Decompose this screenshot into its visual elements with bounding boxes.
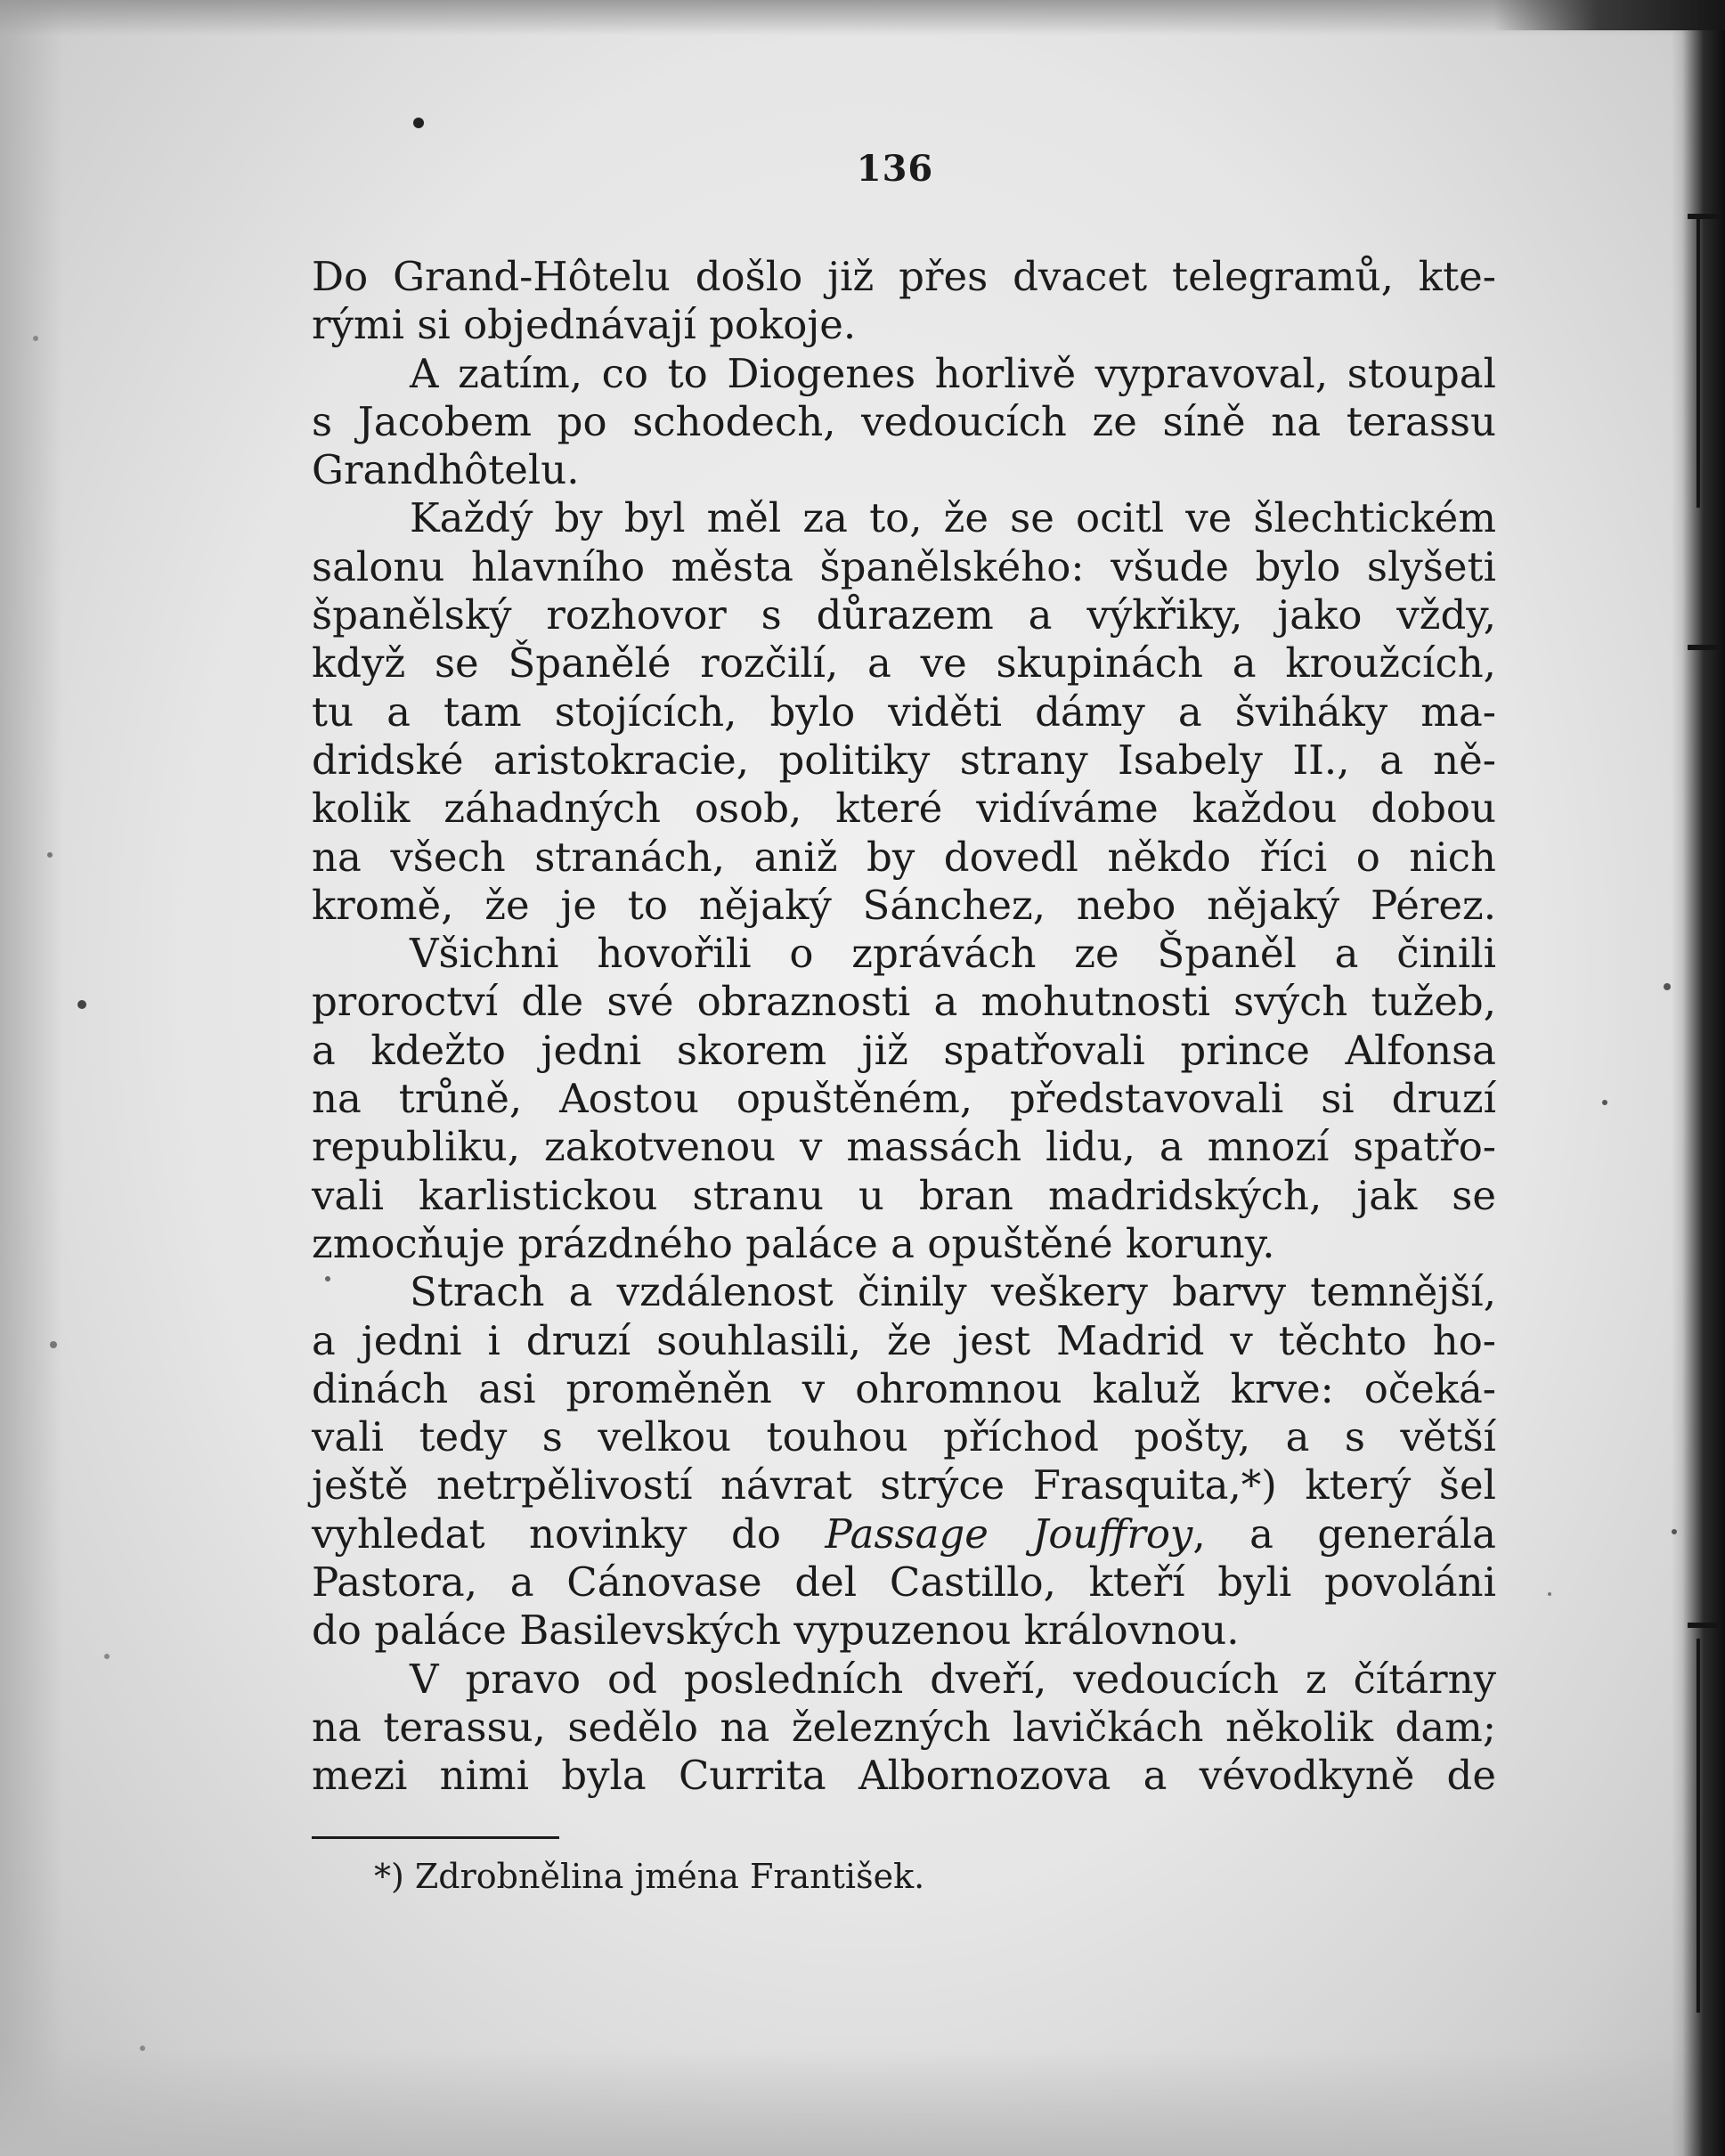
text-line: V pravo od posledních dveří, vedoucích z čítárny bbox=[410, 1655, 1496, 1703]
text-line: kolik záhadných osob, které vidíváme každou dobou bbox=[312, 785, 1496, 833]
text-line: do paláce Basilevských vypuzenou královnou. bbox=[312, 1607, 1240, 1655]
text-line: vali tedy s velkou touhou příchod pošty, a s větší bbox=[312, 1413, 1496, 1461]
text-line: tu a tam stojících, bylo viděti dámy a šviháky ma- bbox=[312, 687, 1496, 736]
body-text bbox=[312, 253, 1496, 1801]
text-line: dridské aristokracie, politiky strany Isabely II., a ně- bbox=[312, 736, 1496, 784]
binding-mark bbox=[1697, 214, 1714, 508]
text-line: zmocňuje prázdného paláce a opuštěné koruny. bbox=[312, 1219, 1275, 1267]
text-line: dinách asi proměněn v ohromnou kaluž krve: očeká- bbox=[312, 1364, 1496, 1412]
text-line: Pastora, a Cánovase del Castillo, kteří byli povoláni bbox=[312, 1558, 1496, 1607]
text-line: vali karlistickou stranu u bran madridských, jak se bbox=[312, 1171, 1496, 1219]
text-line: kromě, že je to nějaký Sánchez, nebo nějaký Pérez. bbox=[312, 881, 1496, 929]
text-line: s Jacobem po schodech, vedoucích ze síně na terassu bbox=[312, 397, 1496, 445]
page-number-text: 136 bbox=[856, 148, 934, 190]
text-line: ještě netrpělivostí návrat strýce Frasquita,*) který šel bbox=[312, 1461, 1496, 1509]
italic-title: Passage Jouffroy bbox=[825, 1509, 1193, 1558]
binding-mark-tick bbox=[1688, 214, 1718, 219]
text-segment: , a generála bbox=[1192, 1509, 1496, 1558]
text-line: španělský rozhovor s důrazem a výkřiky, jako vždy, bbox=[312, 591, 1496, 639]
text-line: když se Španělé rozčilí, a ve skupinách a kroužcích, bbox=[312, 639, 1496, 687]
footnote: *) Zdrobnělina jména František. bbox=[374, 1857, 925, 1896]
footnote-divider bbox=[312, 1836, 559, 1839]
text-line: salonu hlavního města španělského: všude bylo slyšeti bbox=[312, 542, 1496, 590]
text-segment: vyhledat novinky do bbox=[312, 1509, 826, 1558]
text-line: Grandhôtelu. bbox=[312, 446, 580, 494]
text-line: Strach a vzdálenost činily veškery barvy temnější, bbox=[410, 1268, 1496, 1316]
text-line: republiku, zakotvenou v massách lidu, a mnozí spatřo- bbox=[312, 1123, 1496, 1171]
binding-mark-tick bbox=[1688, 1623, 1718, 1628]
text-line: na všech stranách, aniž by dovedl někdo říci o nich bbox=[312, 833, 1496, 881]
binding-mark-tick bbox=[1688, 645, 1718, 650]
text-line: proroctví dle své obraznosti a mohutnosti svých tužeb, bbox=[312, 978, 1496, 1026]
text-line: Do Grand-Hôtelu došlo již přes dvacet telegramů, kte- bbox=[312, 253, 1496, 300]
binding-mark bbox=[1697, 1639, 1714, 2013]
text-line: na terassu, sedělo na železných lavičkách několik dam; bbox=[312, 1703, 1496, 1751]
text-line: Všichni hovořili o zprávách ze Španěl a činili bbox=[410, 930, 1496, 978]
text-line-mixed bbox=[312, 1510, 1496, 1558]
text-line: a jedni i druzí souhlasili, že jest Madrid v těchto ho- bbox=[312, 1316, 1496, 1364]
text-line: A zatím, co to Diogenes horlivě vypravoval, stoupal bbox=[410, 349, 1496, 397]
text-line: a kdežto jedni skorem již spatřovali prince Alfonsa bbox=[312, 1026, 1496, 1074]
text-line: rými si objednávají pokoje. bbox=[312, 301, 857, 349]
text-line: mezi nimi byla Currita Albornozova a vévodkyně de bbox=[312, 1752, 1496, 1800]
text-line: na trůně, Aostou opuštěném, představovali si druzí bbox=[312, 1075, 1496, 1123]
text-line: Každý by byl měl za to, že se ocitl ve šlechtickém bbox=[410, 494, 1496, 542]
